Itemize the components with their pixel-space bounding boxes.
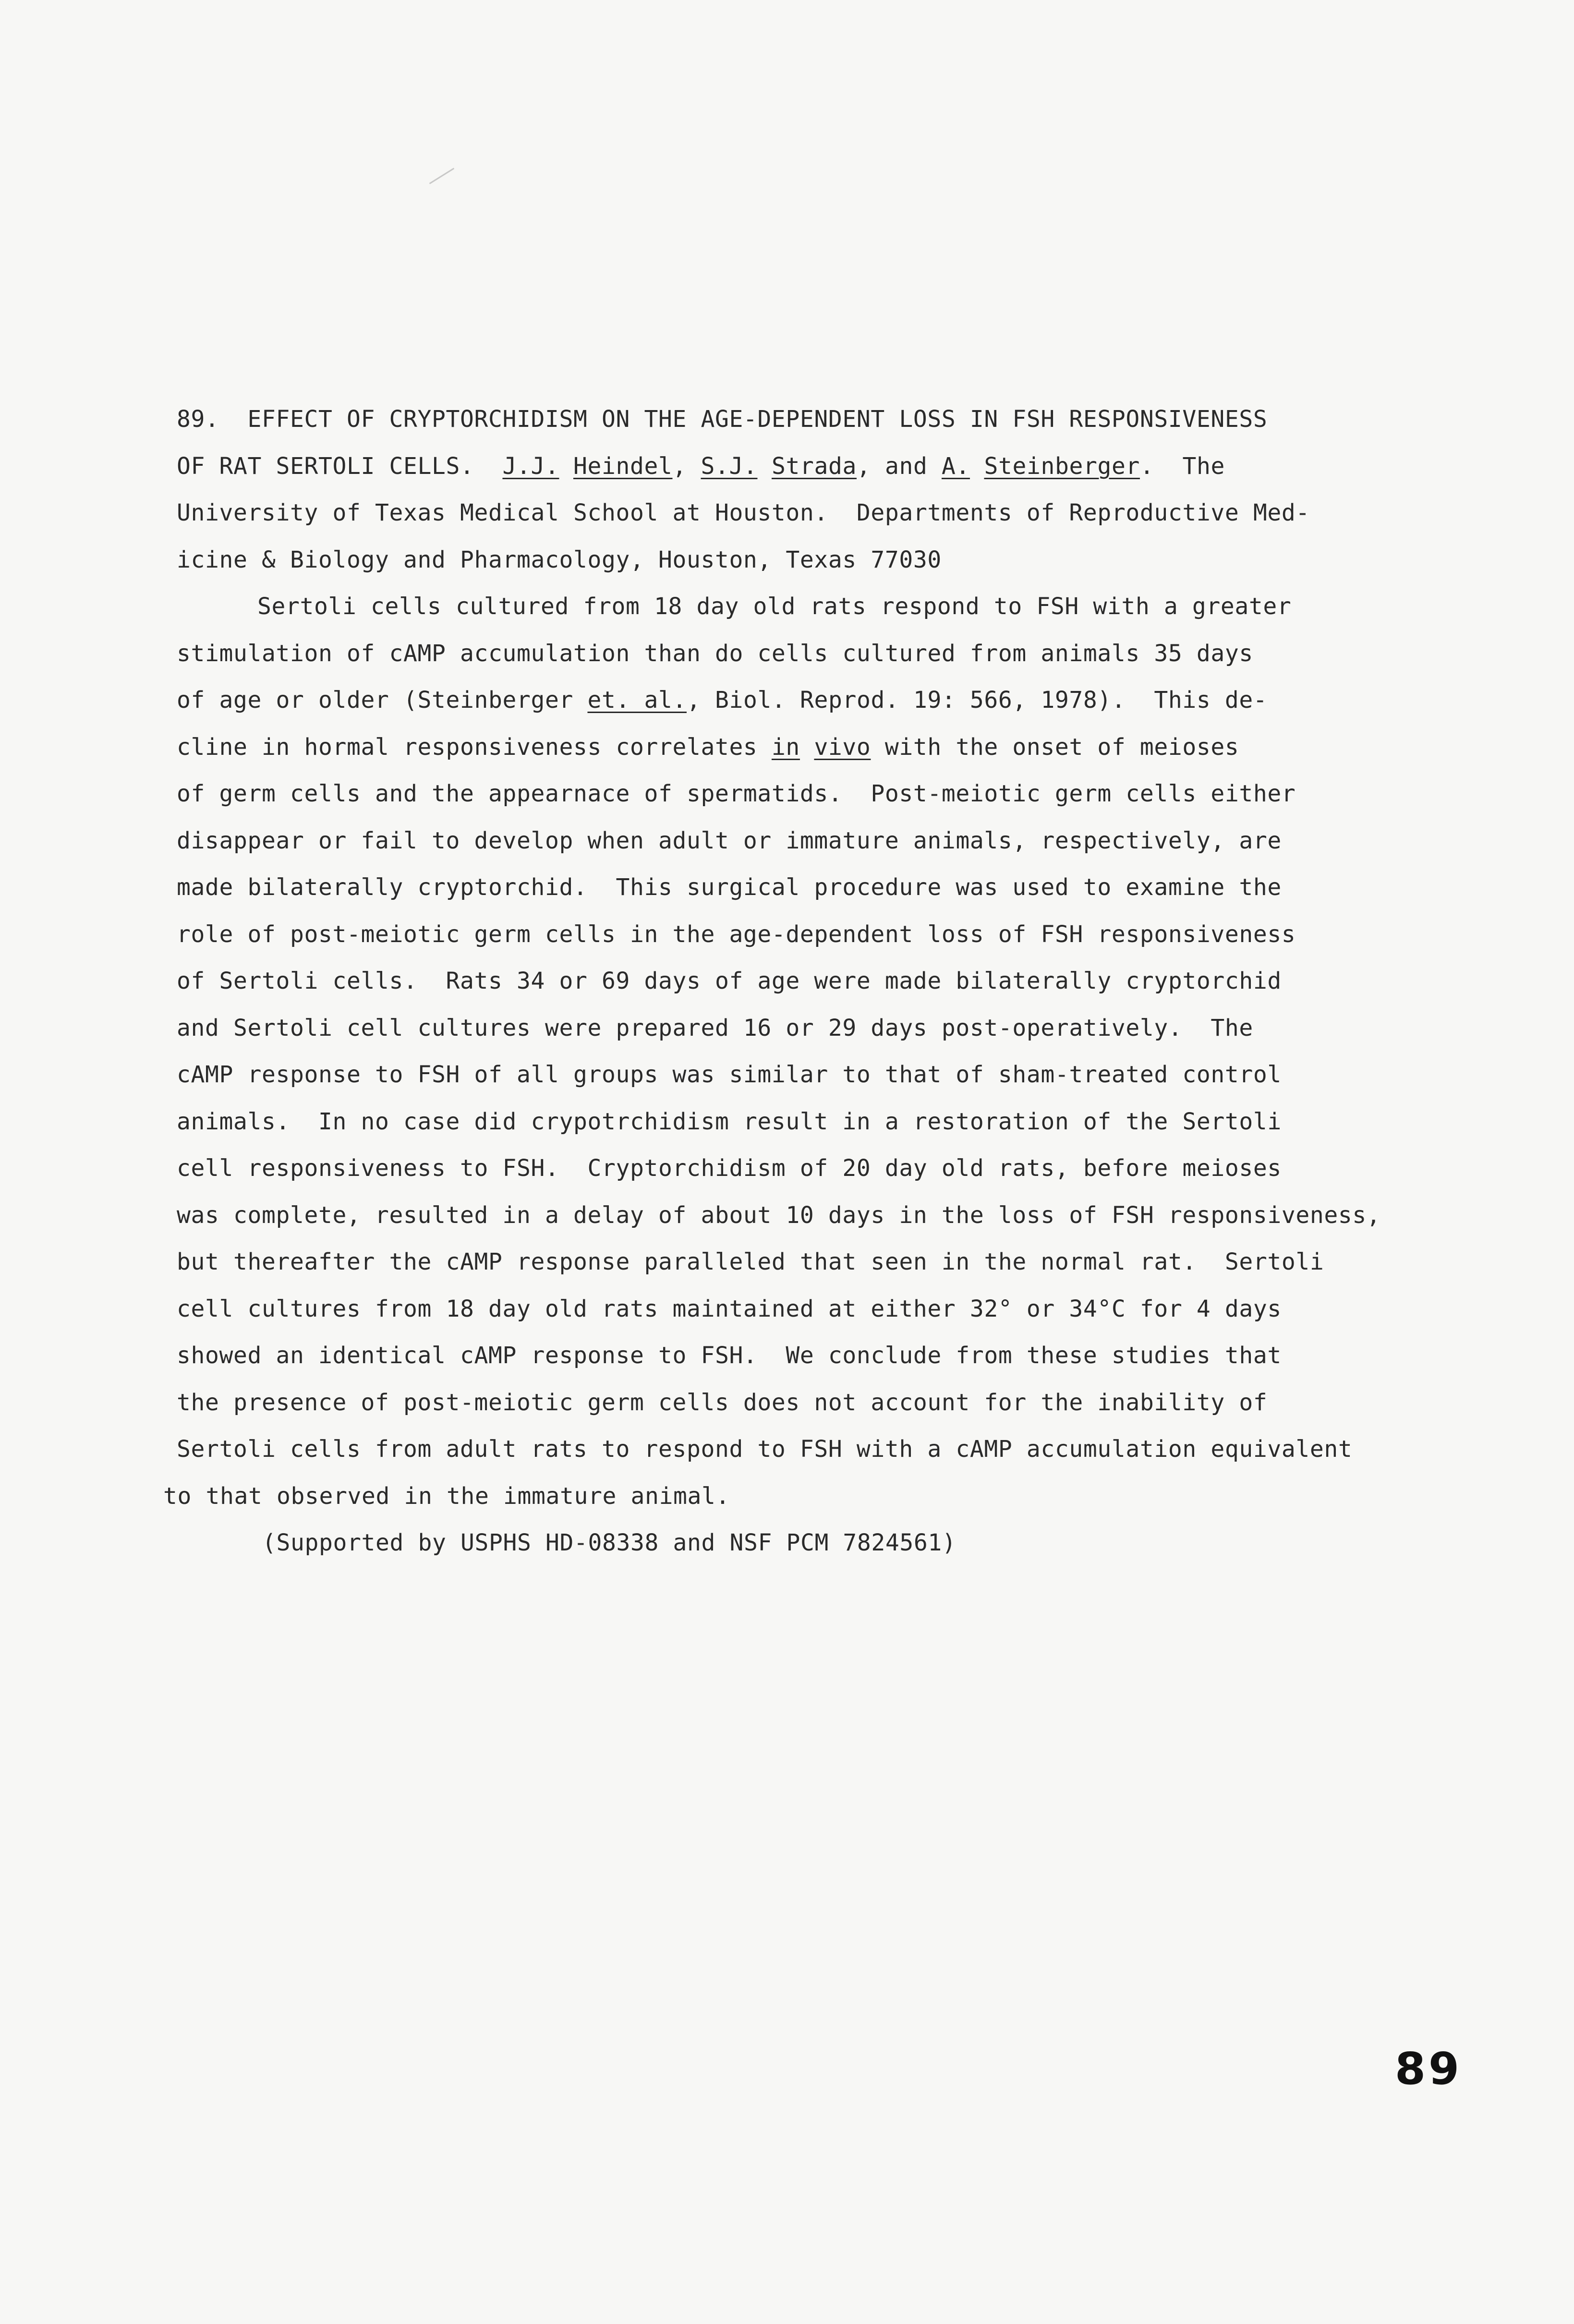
body-line-2: stimulation of cAMP accumulation than do cells cultured from animals 35 days xyxy=(177,640,1253,667)
page-number: 89 xyxy=(1395,2043,1463,2094)
stray-pen-mark xyxy=(429,168,454,184)
body-line-15: but thereafter the cAMP response paralleled that seen in the normal rat. Sertoli xyxy=(177,1248,1324,1275)
body-line-19: Sertoli cells from adult rats to respond to FSH with a cAMP accumulation equivalent xyxy=(177,1436,1353,1463)
body-line-18: the presence of post-meiotic germ cells does not account for the inability of xyxy=(177,1389,1268,1416)
author-2-name: Strada xyxy=(771,452,857,480)
et-al: et. al. xyxy=(587,687,687,714)
support-note: (Supported by USPHS HD-08338 and NSF PCM 7824561) xyxy=(262,1529,957,1556)
body-line-11: cAMP response to FSH of all groups was similar to that of sham-treated control xyxy=(177,1061,1282,1088)
affiliation-line-1: University of Texas Medical School at Houston. Departments of Reproductive Med- xyxy=(177,499,1310,526)
body-line-20: to that observed in the immature animal. xyxy=(163,1482,730,1510)
body-line-10: and Sertoli cell cultures were prepared 16 or 29 days post-operatively. The xyxy=(177,1014,1253,1041)
body-line-5: of germ cells and the appearnace of spermatids. Post-meiotic germ cells either xyxy=(177,780,1296,807)
author-3-name: Steinberger xyxy=(984,452,1140,480)
body-line-7: made bilaterally cryptorchid. This surgical procedure was used to examine the xyxy=(177,874,1282,901)
vivo-word: vivo xyxy=(814,733,871,761)
abstract-title-line-1: 89. EFFECT OF CRYPTORCHIDISM ON THE AGE-DEPENDENT LOSS IN FSH RESPONSIVENESS xyxy=(177,406,1268,433)
body-line-14: was complete, resulted in a delay of about 10 days in the loss of FSH responsiveness, xyxy=(177,1201,1381,1229)
abstract xyxy=(163,396,1502,1567)
title-prefix: OF RAT SERTOLI CELLS. xyxy=(177,452,503,480)
body-line-16: cell cultures from 18 day old rats maintained at either 32° or 34°C for 4 days xyxy=(177,1295,1282,1322)
body-line-4 xyxy=(177,724,1502,771)
body-line-4-post: with the onset of meioses xyxy=(871,733,1239,761)
affiliation-tail: The xyxy=(1182,452,1225,480)
body-line-13: cell responsiveness to FSH. Cryptorchidism of 20 day old rats, before meioses xyxy=(177,1155,1282,1182)
abstract-title-line-2: OF RAT SERTOLI CELLS. J.J. Heindel, S.J. Strada, and A. Steinberger. The xyxy=(177,452,1225,480)
body-line-9: of Sertoli cells. Rats 34 or 69 days of age were made bilaterally cryptorchid xyxy=(177,968,1282,994)
in-word: in xyxy=(771,733,800,761)
body-line-3-pre: of age or older (Steinberger xyxy=(177,687,588,714)
author-1-initials: J.J. xyxy=(502,452,559,480)
author-3-initial: A. xyxy=(941,452,970,480)
author-1-name: Heindel xyxy=(573,452,673,480)
body-line-1: Sertoli cells cultured from 18 day old rats respond to FSH with a greater xyxy=(257,593,1292,620)
affiliation-line-2: icine & Biology and Pharmacology, Houston, Texas 77030 xyxy=(177,546,942,573)
body-line-3 xyxy=(177,677,1502,724)
body-line-4-pre: cline in hormal responsiveness correlates xyxy=(177,733,772,761)
body-line-3-post: , Biol. Reprod. 19: 566, 1978). This de- xyxy=(686,687,1268,714)
body-line-6: disappear or fail to develop when adult or immature animals, respectively, are xyxy=(177,827,1282,854)
body-line-17: showed an identical cAMP response to FSH. We conclude from these studies that xyxy=(177,1342,1282,1369)
body-line-12: animals. In no case did crypotrchidism result in a restoration of the Sertoli xyxy=(177,1108,1282,1135)
body-line-8: role of post-meiotic germ cells in the age-dependent loss of FSH responsiveness xyxy=(177,920,1296,948)
author-2-initials: S.J. xyxy=(701,452,758,480)
